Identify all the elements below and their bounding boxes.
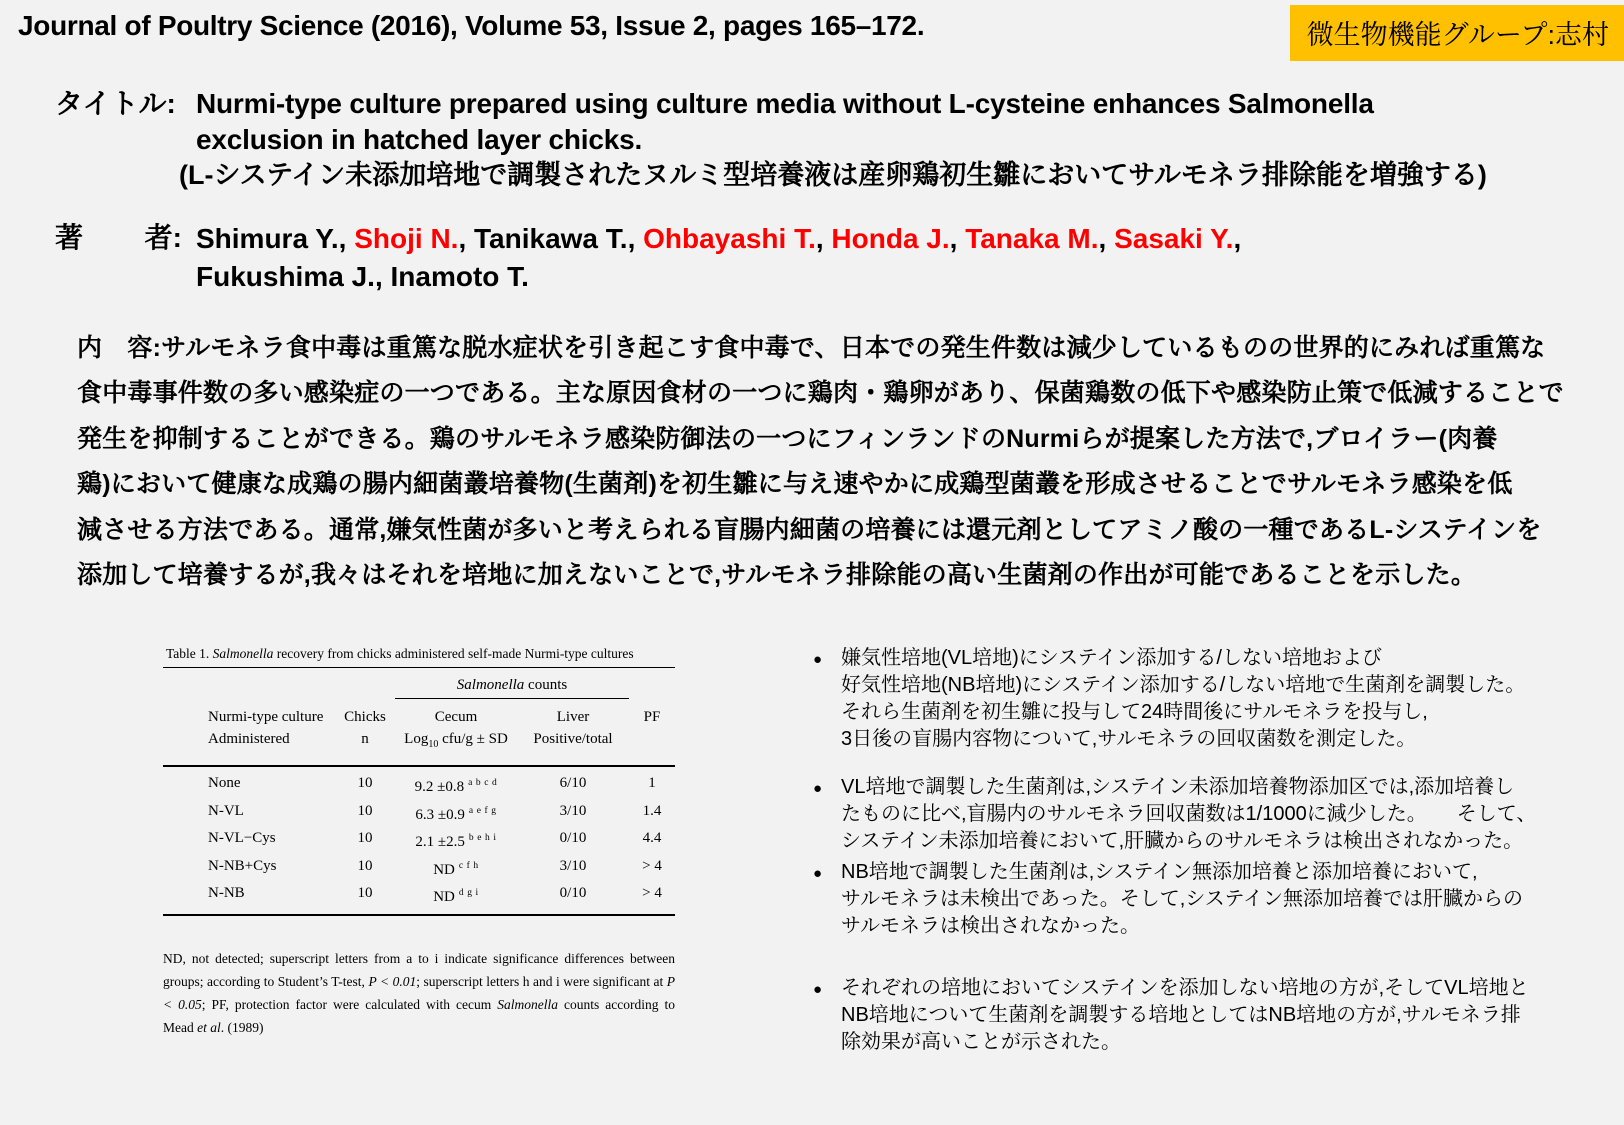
authors-label xyxy=(55,220,196,256)
abstract-line: 減させる方法である。通常,嫌気性菌が多いと考えられる盲腸内細菌の培養には還元剤としてアミノ酸の一種であるL-システインを xyxy=(77,515,1542,544)
table-row: N-VL 10 6.3 ±0.9 $^{a e f g}$ 3/10 1.4 xyxy=(208,802,662,823)
abstract-line: 内 容:サルモネラ食中毒は重篤な脱水症状を引き起こす食中毒で、日本での発生件数は減少しているものの世界的にみれば重篤な xyxy=(77,334,1546,362)
bullet-line: NB培地で調製した生菌剤は,システイン無添加培養と添加培養において, xyxy=(841,861,1478,883)
table-row: None 10 9.2 ±0.8 $^{a b c d}$ 6/10 1 xyxy=(208,775,656,795)
bullet-icon xyxy=(813,775,822,802)
bullet-line: NB培地について生菌剤を調製する培地としてはNB培地の方が,サルモネラ排 xyxy=(841,1004,1521,1026)
table-title: Table 1. Salmonella recovery from chicks administered self-made Nurmi-type cultures xyxy=(163,646,675,668)
title-label: タイトル: xyxy=(55,88,176,119)
abstract-line: 発生を抑制することができる。鶏のサルモネラ感染防御法の一つにフィンランドのNurmiらが提案した方法で,ブロイラー(肉養 xyxy=(77,424,1498,453)
title-block xyxy=(55,86,1487,192)
bullet-icon xyxy=(813,860,822,887)
abstract-line: 食中毒事件数の多い感染症の一つである。主な原因食材の一つに鶏肉・鶏卵があり、保菌鶏数の低下や感染防止策で低減することで xyxy=(77,379,1564,408)
bullet-line: サルモネラは検出されなかった。 xyxy=(841,915,1140,937)
table-rule-bottom xyxy=(163,914,675,916)
authors-block xyxy=(55,220,1241,296)
bullet-item xyxy=(812,774,1618,855)
bullet-line: 嫌気性培地(VL培地)にシステイン添加する/しない培地および xyxy=(841,647,1382,669)
summary-bullets xyxy=(812,645,1618,1056)
table-header-row xyxy=(163,706,675,765)
table-row: N-NB+Cys 10 ND $^{c f h}$ 3/10 > 4 xyxy=(208,857,662,878)
salmonella-counts-header: Salmonella counts xyxy=(395,677,629,699)
abstract-block xyxy=(77,326,1564,598)
title-row xyxy=(55,86,1487,122)
bullet-item xyxy=(812,975,1618,1056)
title-english-line2: exclusion in hatched layer chicks. xyxy=(196,124,643,155)
col-header-culture: Nurmi-type culture Administered xyxy=(208,709,324,747)
abstract-line: 添加して培養するが,我々はそれを培地に加えないことで,サルモネラ排除能の高い生菌剤の作出が可能であることを示した。 xyxy=(77,561,1477,590)
bullet-icon xyxy=(813,646,822,673)
bullet-line: 好気性培地(NB培地)にシステイン添加する/しない培地で生菌剤を調製した。 xyxy=(841,674,1526,696)
bullet-line: システイン未添加培養において,肝臓からのサルモネラは検出されなかった。 xyxy=(841,830,1524,852)
bullet-line: それら生菌剤を初生雛に投与して24時間後にサルモネラを投与し, xyxy=(841,701,1428,723)
abstract-line: 鶏)において健康な成鶏の腸内細菌叢培養物(生菌剤)を初生雛に与え速やかに成鶏型菌叢を形成させることでサルモネラ感染を低 xyxy=(77,470,1513,499)
group-badge: 微生物機能グループ:志村 xyxy=(1290,5,1624,61)
authors-label-right: 者: xyxy=(144,222,182,253)
col-header-pf: PF xyxy=(643,709,661,725)
bullet-line: 除効果が高いことが示された。 xyxy=(841,1031,1121,1053)
bullet-item xyxy=(812,859,1618,940)
authors-label-left: 著 xyxy=(55,222,84,253)
bullet-line: 3日後の盲腸内容物について,サルモネラの回収菌数を測定した。 xyxy=(841,728,1417,750)
col-header-chicks: Chicks n xyxy=(344,709,386,747)
table-footnote: ND, not detected; superscript letters from a to i indicate significance differences between groups; according to Student’s T-test, P < 0.01; superscript letters h and i were significant at P < 0.05; PF, protection factor were calculated with cecum Salmonella counts according to Mead et al. (1989) xyxy=(163,950,675,1035)
authors-line1: Shimura Y., Shoji N., Tanikawa T., Ohbayashi T., Honda J., Tanaka M., Sasaki Y., xyxy=(196,223,1242,254)
bullet-line: VL培地で調製した生菌剤は,システイン未添加培養物添加区では,添加培養し xyxy=(841,776,1515,798)
bullet-icon xyxy=(813,976,822,1003)
col-header-liver: Liver Positive/total xyxy=(533,709,613,747)
bullet-line: サルモネラは未検出であった。そして,システイン無添加培養では肝臓からの xyxy=(841,888,1523,910)
bullet-item xyxy=(812,645,1618,753)
title-english-line1: Nurmi-type culture prepared using culture media without L-cysteine enhances Salmonella xyxy=(196,88,1374,119)
title-japanese-translation: (L-システイン未添加培地で調製されたヌルミ型培養液は産卵鶏初生雛においてサルモネラ排除能を増強する) xyxy=(179,160,1487,190)
bullet-line: それぞれの培地においてシステインを添加しない培地の方が,そしてVL培地と xyxy=(841,977,1529,999)
authors-row xyxy=(55,220,1241,258)
table-row: N-VL−Cys 10 2.1 ±2.5 $^{b e h i}$ 0/10 4.4 xyxy=(208,830,662,850)
authors-line2: Fukushima J., Inamoto T. xyxy=(196,261,529,292)
table1 xyxy=(163,646,675,1039)
table-row: N-NB 10 ND $^{d g i}$ 0/10 > 4 xyxy=(208,885,662,905)
col-header-cecum: Cecum Log$_{10}$ cfu/g ± SD xyxy=(404,709,508,750)
table-body xyxy=(163,767,675,914)
table-counts-row xyxy=(163,677,675,699)
bullet-line: たものに比べ,盲腸内のサルモネラ回収菌数は1/1000に減少した。 そして、 xyxy=(841,803,1537,825)
journal-header: Journal of Poultry Science (2016), Volume 53, Issue 2, pages 165–172. xyxy=(18,10,925,41)
